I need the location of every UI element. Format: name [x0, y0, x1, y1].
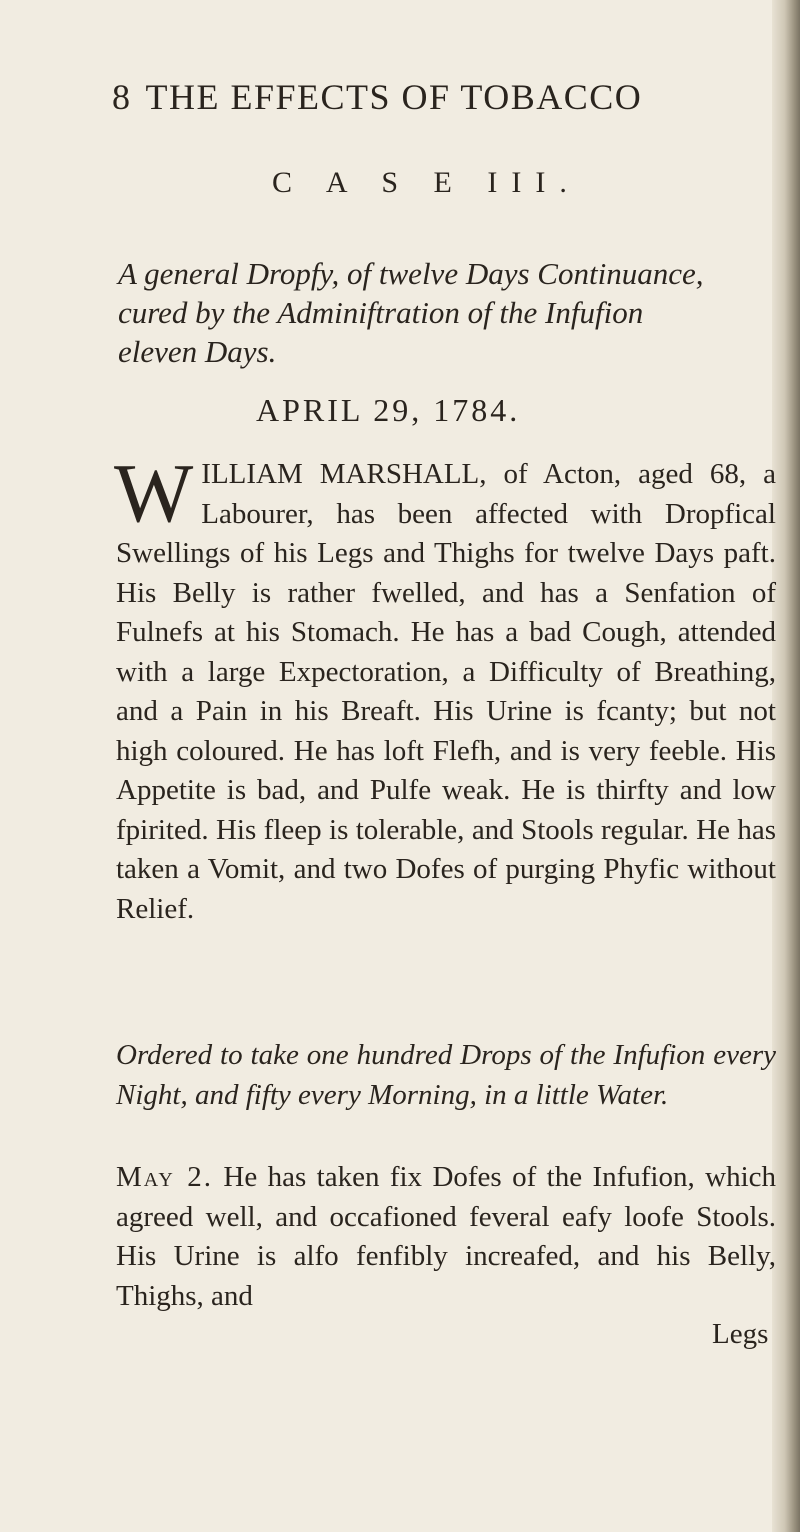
catchword: Legs: [712, 1318, 769, 1350]
may-entry-paragraph: [116, 1158, 776, 1316]
treatment-order: Ordered to take one hundred Drops of the Infufion every Night, and fifty every Morning, in a little Water.: [116, 1039, 776, 1111]
running-title: THE EFFECTS OF TOBACCO: [145, 77, 643, 117]
case-body-text: ILLIAM MARSHALL, of Acton, aged 68, a Labourer, has been affected with Dropfical Swellings of his Legs and Thighs for twelve Days paft. His Belly is rather fwelled, and has a Senfation of Fulnefs at his Stomach. He has a bad Cough, attended with a large Expectoration, a Difficulty of Breathing, and a Pain in his Breaft. His Urine is fcanty; but not high coloured. He has loft Flefh, and is very feeble. His Appetite is bad, and Pulfe weak. He is thirfty and low fpirited. His fleep is tolerable, and Stools regular. He has taken a Vomit, and two Dofes of purging Phyfic without Relief.: [116, 458, 776, 925]
may-entry-date: May 2.: [116, 1161, 213, 1193]
page-number: 8: [112, 77, 132, 117]
case-body-paragraph: [114, 447, 776, 929]
case-date: APRIL 29, 1784.: [256, 392, 521, 428]
running-header: [112, 76, 642, 118]
drop-cap: W: [114, 447, 194, 540]
case-subtitle: [118, 254, 778, 371]
subtitle-line-1: A general Dropfy, of twelve Days Continuance,: [118, 256, 704, 291]
subtitle-line-3: eleven Days.: [118, 334, 277, 369]
page-edge-shadow: [772, 0, 800, 1532]
subtitle-line-2: cured by the Adminiftration of the Infufion: [118, 295, 644, 330]
case-heading: C A S E III.: [272, 166, 581, 199]
may-entry-text: He has taken fix Dofes of the Infufion, which agreed well, and occafioned feveral eafy loofe Stools. His Urine is alfo fenfibly increafed, and his Belly, Thighs, and: [116, 1161, 777, 1312]
